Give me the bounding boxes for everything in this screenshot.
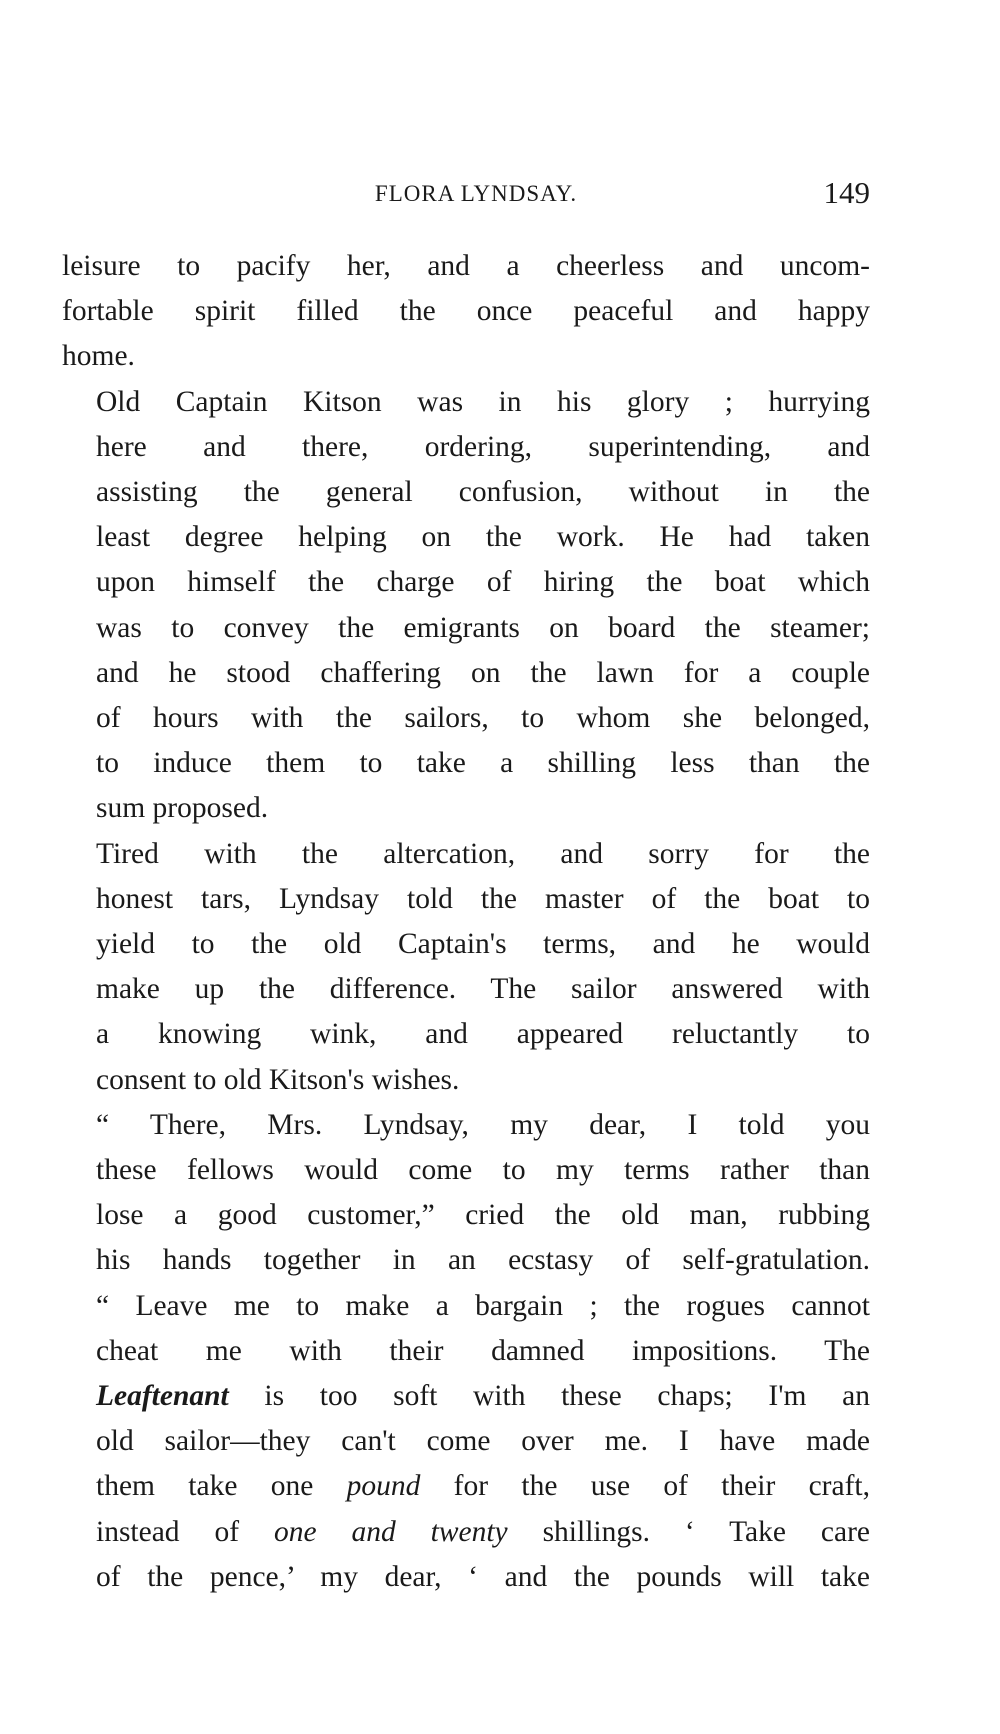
text-line: of hours with the sailors, to whom she belonged, <box>96 702 870 735</box>
paragraph <box>62 832 870 1103</box>
text-line: them take one pound for the use of their craft, <box>96 1470 870 1503</box>
text-line: make up the difference. The sailor answered with <box>96 973 870 1006</box>
text-line: these fellows would come to my terms rather than <box>96 1154 870 1187</box>
text-line: Leaftenant is too soft with these chaps; I'm an <box>96 1380 870 1413</box>
text-line: old sailor—they can't come over me. I have made <box>96 1425 870 1458</box>
text-line: of the pence,’ my dear, ‘ and the pounds will take <box>96 1560 870 1593</box>
text-line: upon himself the charge of hiring the boat which <box>96 566 870 599</box>
text-line: cheat me with their damned impositions. The <box>96 1334 870 1367</box>
text-line: to induce them to take a shilling less than the <box>96 747 870 780</box>
text-line: here and there, ordering, superintending, and <box>96 430 870 463</box>
text-line: a knowing wink, and appeared reluctantly to <box>96 1018 870 1051</box>
paragraph <box>62 380 870 832</box>
text-line: “ There, Mrs. Lyndsay, my dear, I told you <box>96 1108 870 1141</box>
text-line: was to convey the emigrants on board the steamer; <box>96 611 870 644</box>
text-line: consent to old Kitson's wishes. <box>96 1063 460 1096</box>
text-line: lose a good customer,” cried the old man, rubbing <box>96 1199 870 1232</box>
text-line: least degree helping on the work. He had taken <box>96 521 870 554</box>
page-number: 149 <box>823 175 870 210</box>
text-line: home. <box>62 340 135 373</box>
text-line: honest tars, Lyndsay told the master of the boat to <box>96 882 870 915</box>
body-text <box>62 244 870 1600</box>
text-line: instead of one and twenty shillings. ‘ Take care <box>96 1515 870 1548</box>
text-line: his hands together in an ecstasy of self-gratulation. <box>96 1244 870 1277</box>
text-line: Tired with the altercation, and sorry for the <box>96 837 870 870</box>
text-line: yield to the old Captain's terms, and he would <box>96 928 870 961</box>
text-line: Old Captain Kitson was in his glory ; hurrying <box>96 385 870 418</box>
page-header <box>62 175 870 215</box>
text-line: sum proposed. <box>96 792 269 825</box>
text-line: “ Leave me to make a bargain ; the rogues cannot <box>96 1289 870 1322</box>
paragraph <box>62 1103 870 1600</box>
text-line: and he stood chaffering on the lawn for a couple <box>96 656 870 689</box>
text-line: leisure to pacify her, and a cheerless and uncom- <box>62 250 870 282</box>
text-line: assisting the general confusion, without in the <box>96 476 870 509</box>
running-title: FLORA LYNDSAY. <box>374 181 578 206</box>
paragraph <box>62 244 870 380</box>
text-line: fortable spirit filled the once peaceful and happy <box>62 295 870 328</box>
